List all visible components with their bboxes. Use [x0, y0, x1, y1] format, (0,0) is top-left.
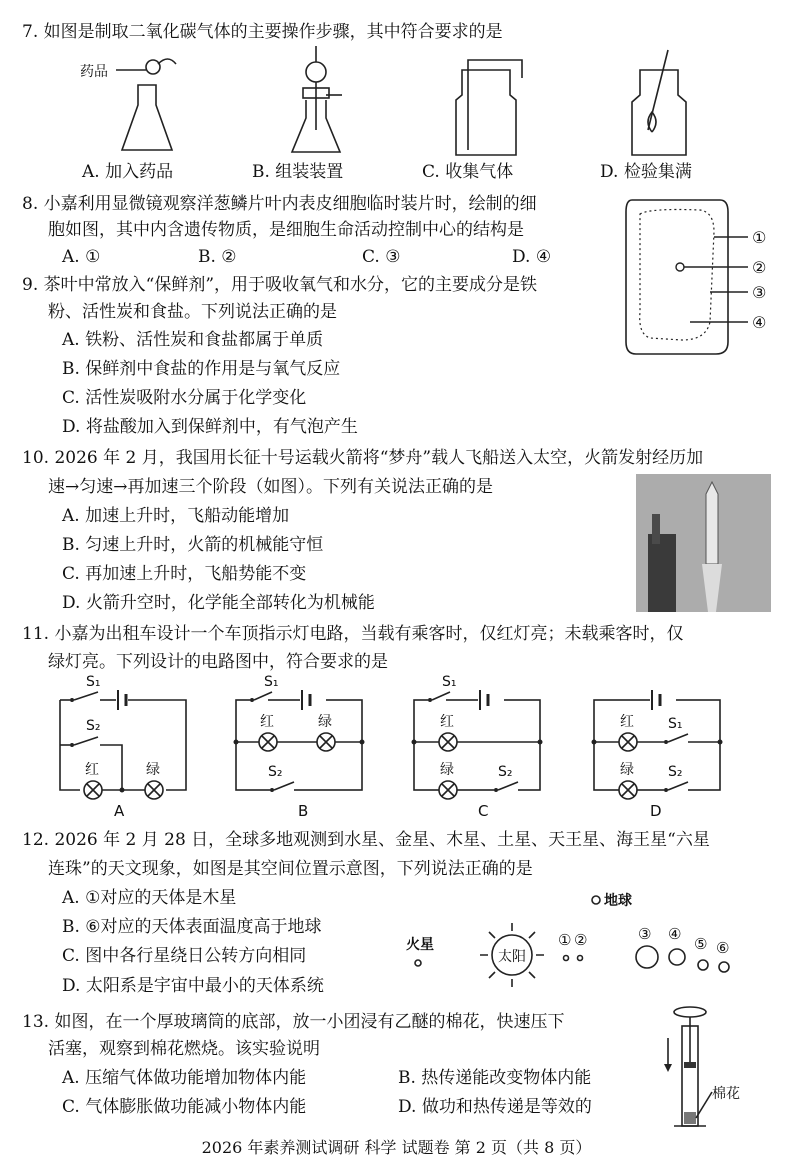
q11-a-s1: S₁ — [86, 674, 101, 690]
q11-caption-b: B — [298, 802, 309, 820]
q13-option-a: A. 压缩气体做功能增加物体内能 — [62, 1068, 307, 1088]
q10-option-d: D. 火箭升空时，化学能全部转化为机械能 — [62, 593, 375, 613]
q10-option-c: C. 再加速上升时，飞船势能不变 — [62, 564, 307, 584]
q8-line2: 胞如图，其中内含遗传物质，是细胞生命活动控制中心的结构是 — [48, 220, 524, 240]
q12-option-a: A. ①对应的天体是木星 — [62, 888, 237, 908]
q8-option-c: C. ③ — [362, 247, 401, 267]
q11-caption-a: A — [114, 802, 125, 820]
q12-num-5: ⑤ — [694, 935, 708, 953]
q9-option-c: C. 活性炭吸附水分属于化学变化 — [62, 388, 307, 408]
q11-a-s2: S₂ — [86, 718, 101, 734]
page-footer: 2026 年素养测试调研 科学 试题卷 第 2 页（共 8 页） — [201, 1138, 592, 1157]
q12-option-b: B. ⑥对应的天体表面温度高于地球 — [62, 917, 322, 937]
q12-num-3: ③ — [638, 925, 652, 943]
q13-fig-label: 棉花 — [712, 1086, 740, 1102]
q7-option-a: A. 加入药品 — [82, 162, 174, 182]
q7-option-c: C. 收集气体 — [422, 162, 514, 182]
q12-sun-label: 太阳 — [498, 949, 526, 965]
q7-fig-b — [292, 46, 342, 152]
q12-line2: 连珠”的天文现象，如图是其空间位置示意图，下列说法正确的是 — [48, 859, 533, 879]
q7-fig-a — [80, 59, 176, 150]
q11-d-s1: S₁ — [668, 716, 683, 732]
q8-option-b: B. ② — [198, 247, 237, 267]
q7-fig-label: 药品 — [80, 64, 108, 80]
q11-b-green: 绿 — [318, 714, 332, 730]
q11-c-s2: S₂ — [498, 764, 513, 780]
q13-option-b: B. 热传递能改变物体内能 — [398, 1068, 592, 1088]
q11-d-s2: S₂ — [668, 764, 683, 780]
q8-label-2: ② — [752, 258, 767, 277]
q7-fig-c — [456, 60, 522, 155]
q9-option-b: B. 保鲜剂中食盐的作用是与氧气反应 — [62, 359, 341, 379]
q11-b-s1: S₁ — [264, 674, 279, 690]
q10-option-b: B. 匀速上升时，火箭的机械能守恒 — [62, 535, 324, 555]
q7-option-d: D. 检验集满 — [600, 162, 692, 182]
q12-num-4: ④ — [668, 925, 682, 943]
q10-line1: 10. 2026 年 2 月，我国用长征十号运载火箭将“梦舟”载人飞船送入太空，火箭发射经历加 — [22, 448, 704, 468]
q11-circuit-d — [592, 690, 723, 820]
q11-line2: 绿灯亮。下列设计的电路图中，符合要求的是 — [48, 652, 388, 672]
q12-line1: 12. 2026 年 2 月 28 日，全球多地观测到水星、金星、木星、土星、天王星、海王星“六星 — [22, 830, 710, 850]
q9-line1: 9. 茶叶中常放入“保鲜剂”，用于吸收氧气和水分，它的主要成分是铁 — [22, 275, 538, 295]
q8-line1: 8. 小嘉利用显微镜观察洋葱鳞片叶内表皮细胞临时装片时，绘制的细 — [22, 194, 537, 214]
q9-option-d: D. 将盐酸加入到保鲜剂中，有气泡产生 — [62, 417, 358, 437]
q12-sun — [480, 923, 544, 987]
q8-label-3: ③ — [752, 283, 767, 302]
q7-option-b: B. 组装装置 — [252, 162, 344, 182]
q11-circuit-c — [412, 674, 543, 820]
q11-line1: 11. 小嘉为出租车设计一个车顶指示灯电路，当载有乘客时，仅红灯亮；未载乘客时，仅 — [22, 624, 684, 644]
q13-line1: 13. 如图，在一个厚玻璃筒的底部，放一小团浸有乙醚的棉花，快速压下 — [22, 1012, 565, 1032]
q7-fig-d — [632, 50, 686, 155]
q9-option-a: A. 铁粉、活性炭和食盐都属于单质 — [62, 330, 324, 350]
q11-circuit-b — [234, 674, 365, 820]
q13-line2: 活塞，观察到棉花燃烧。该实验说明 — [48, 1039, 320, 1059]
q11-c-green: 绿 — [440, 762, 454, 778]
q11-d-green: 绿 — [620, 762, 634, 778]
q11-circuits — [0, 670, 793, 820]
q8-cell-figure — [610, 192, 790, 362]
q11-b-s2: S₂ — [268, 764, 283, 780]
q8-option-d: D. ④ — [512, 247, 552, 267]
q12-num-2: ② — [574, 931, 588, 949]
q11-circuit-a — [60, 674, 186, 820]
q12-mars-label: 火星 — [406, 937, 434, 953]
q11-b-red: 红 — [260, 714, 274, 730]
q10-option-a: A. 加速上升时，飞船动能增加 — [62, 506, 290, 526]
q11-caption-c: C — [478, 802, 489, 820]
q13-option-d: D. 做功和热传递是等效的 — [398, 1097, 592, 1117]
q11-c-red: 红 — [440, 714, 454, 730]
q12-earth-label: 地球 — [604, 893, 632, 909]
q11-a-red: 红 — [85, 762, 99, 778]
q11-caption-d: D — [650, 802, 662, 820]
q12-option-d: D. 太阳系是宇宙中最小的天体系统 — [62, 976, 324, 996]
q10-line2: 速→匀速→再加速三个阶段（如图）。下列有关说法正确的是 — [48, 477, 493, 497]
q13-option-c: C. 气体膨胀做功能减小物体内能 — [62, 1097, 307, 1117]
q10-rocket-photo — [636, 474, 771, 612]
q8-option-a: A. ① — [62, 247, 101, 267]
q12-option-c: C. 图中各行星绕日公转方向相同 — [62, 946, 307, 966]
q13-piston-figure — [660, 1002, 780, 1137]
q8-label-4: ④ — [752, 313, 767, 332]
q8-label-1: ① — [752, 228, 767, 247]
q11-c-s1: S₁ — [442, 674, 457, 690]
q12-num-1: ① — [558, 931, 572, 949]
q9-line2: 粉、活性炭和食盐。下列说法正确的是 — [48, 302, 337, 322]
q12-planet-diagram — [400, 885, 780, 1005]
q7-stem: 7. 如图是制取二氧化碳气体的主要操作步骤，其中符合要求的是 — [22, 22, 503, 42]
q12-num-6: ⑥ — [716, 939, 730, 957]
q11-d-red: 红 — [620, 714, 634, 730]
q11-a-green: 绿 — [146, 762, 160, 778]
